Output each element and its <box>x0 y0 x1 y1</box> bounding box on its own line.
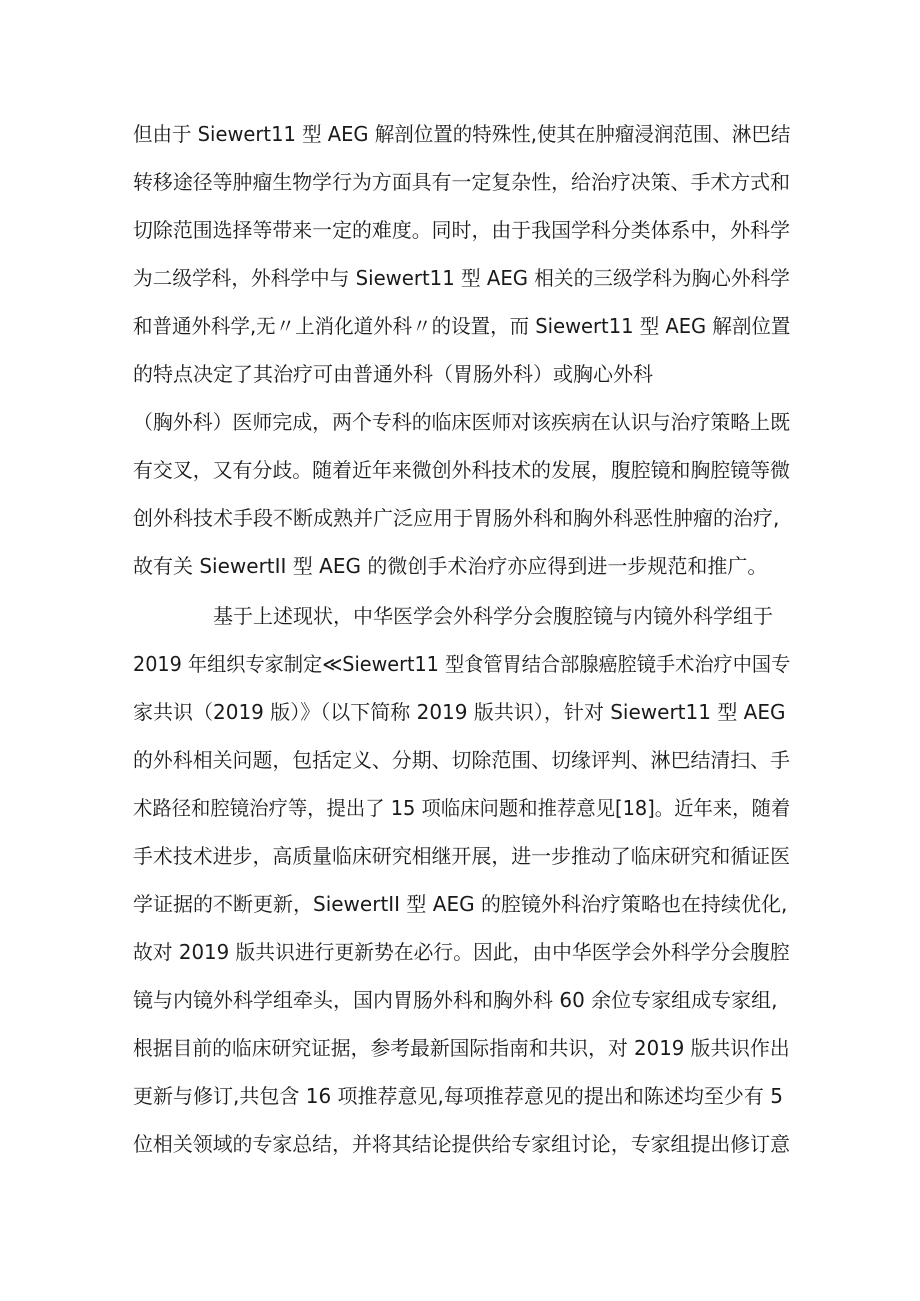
paragraph-2-line-8: 故对 2019 版共识进行更新势在必行。因此，由中华医学会外科学分会腹腔 <box>133 940 790 964</box>
paragraph-2-line-6: 手术技术进步，高质量临床研究相继开展，进一步推动了临床研究和循证医 <box>133 844 790 868</box>
paragraph-2-line-7: 学证据的不断更新，SiewertII 型 AEG 的腔镜外科治疗策略也在持续优化, <box>133 892 788 916</box>
paragraph-1-line-5: 和普通外科学,无〃上消化道外科〃的设置，而 Siewert11 型 AEG 解剖位置 <box>133 314 791 338</box>
paragraph-2-line-10: 根据目前的临床研究证据，参考最新国际指南和共识，对 2019 版共识作出 <box>133 1036 790 1060</box>
paragraph-2-line-4: 的外科相关问题，包括定义、分期、切除范围、切缘评判、淋巴结清扫、手 <box>133 748 790 772</box>
paragraph-1-line-3: 切除范围选择等带来一定的难度。同时，由于我国学科分类体系中，外科学 <box>133 218 790 242</box>
paragraph-1-line-9: 创外科技术手段不断成熟并广泛应用于胃肠外科和胸外科恶性肿瘤的治疗, <box>133 506 780 530</box>
paragraph-1-line-7: （胸外科）医师完成，两个专科的临床医师对该疾病在认识与治疗策略上既 <box>133 410 790 434</box>
paragraph-2-line-5: 术路径和腔镜治疗等，提出了 15 项临床问题和推荐意见[18]。近年来，随着 <box>133 796 791 820</box>
paragraph-1-line-6: 的特点决定了其治疗可由普通外科（胃肠外科）或胸心外科 <box>133 362 653 386</box>
paragraph-2-line-9: 镜与内镜外科学组牵头，国内胃肠外科和胸外科 60 余位专家组成专家组, <box>133 988 778 1012</box>
paragraph-1-line-8: 有交叉，又有分歧。随着近年来微创外科技术的发展，腹腔镜和胸腔镜等微 <box>133 458 790 482</box>
paragraph-2-line-1: 基于上述现状，中华医学会外科学分会腹腔镜与内镜外科学组于 <box>213 604 773 628</box>
paragraph-1-line-10: 故有关 SiewertII 型 AEG 的微创手术治疗亦应得到进一步规范和推广。 <box>133 554 768 578</box>
paragraph-2-line-12: 位相关领域的专家总结，并将其结论提供给专家组讨论，专家组提出修订意 <box>133 1132 790 1156</box>
paragraph-1-line-1: 但由于 Siewert11 型 AEG 解剖位置的特殊性,使其在肿瘤浸润范围、淋巴结 <box>133 122 791 146</box>
paragraph-2-line-2: 2019 年组织专家制定≪Siewert11 型食管胃结合部腺癌腔镜手术治疗中国专 <box>133 652 791 676</box>
paragraph-1-line-2: 转移途径等肿瘤生物学行为方面具有一定复杂性，给治疗决策、手术方式和 <box>133 170 790 194</box>
paragraph-2-line-3: 家共识（2019 版）》（以下简称 2019 版共识），针对 Siewert11 型 AEG <box>133 700 786 724</box>
paragraph-1-line-4: 为二级学科，外科学中与 Siewert11 型 AEG 相关的三级学科为胸心外科学 <box>133 266 790 290</box>
paragraph-2-line-11: 更新与修订,共包含 16 项推荐意见,每项推荐意见的提出和陈述均至少有 5 <box>133 1084 783 1108</box>
